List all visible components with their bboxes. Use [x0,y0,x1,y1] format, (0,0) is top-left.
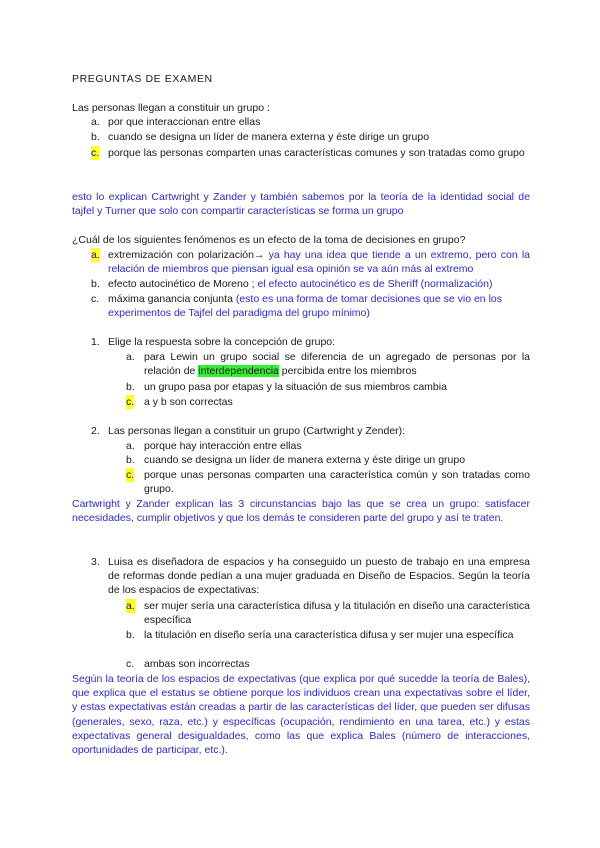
answer-highlight: c. [126,396,135,408]
nq3-option-c [126,657,530,671]
q1-option-b [91,130,530,144]
question-number: 1. [91,336,100,348]
option-text: cuando se designa un líder de manera externa y éste dirige un grupo [144,454,466,466]
nq3-explanation: Según la teoría de los espacios de expectativas (que explica por qué sucedde la teoría de Bales), que explica que el estatus se obtiene porque los individuos crean una expectativas sobre el líder, y estas expectativas están creadas a partir de las características del líder, que pueden ser difusas (generales, sexo, raza, etc.) y específicas (ocupación, rendimiento en una tarea, etc.) y estas expectativas general desigualdades, como las que explica Bales (número de interacciones, oportunidades de participar, etc.). [72,673,530,757]
option-text [108,292,530,320]
option-letter: a. [126,440,135,452]
answer-highlight: a. [126,600,135,612]
option-letter: b. [91,131,100,143]
question-1-stem: Las personas llegan a constituir un grupo : [72,102,270,114]
answer-highlight: c. [91,147,100,159]
nq2-explanation: Cartwright y Zander explican las 3 circunstancias bajo las que se crea un grupo: satisfacer necesidades, cumplir objetivos y que los demás te consideren parte del grupo y así te traten. [72,498,530,525]
question-stem: Elige la respuesta sobre la concepción de grupo: [108,336,336,348]
option-letter: a. [126,351,135,363]
option-text: un grupo pasa por etapas y la situación de sus miembros cambia [144,381,447,393]
q1-option-c [91,146,530,160]
numbered-question-3 [91,555,530,598]
page-title: PREGUNTAS DE EXAMEN [72,73,213,85]
option-text: la titulación en diseño sería una característica difusa y ser mujer una específica [144,629,514,641]
option-text: ser mujer sería una característica difusa y la titulación en diseño una característica específica [144,600,530,627]
option-label: efecto autocinético de Moreno ; [108,278,255,290]
option-text: por que interaccionan entre ellas [108,116,261,128]
option-label: máxima ganancia conjunta [108,293,233,305]
option-letter: b. [126,381,135,393]
nq1-option-b [126,380,530,394]
option-text: porque las personas comparten unas características comunes y son tratadas como grupo [108,147,525,159]
option-letter: b. [91,278,100,290]
option-letter: a. [91,116,100,128]
option-note: el efecto autocinético es de Sheriff (normalización) [257,278,493,290]
nq1-option-a [126,350,530,378]
option-letter: b. [126,454,135,466]
question-2-stem: ¿Cuál de los siguientes fenómenos es un efecto de la toma de decisiones en grupo? [72,234,466,246]
numbered-question-1 [91,335,530,349]
question-stem: Luisa es diseñadora de espacios y ha conseguido un puesto de trabajo en una empresa de reformas donde pedían a una mujer graduada en Diseño de Espacios. Según la teoría de los espacios de expectativas: [108,556,530,597]
q1-explanation: esto lo explican Cartwright y Zander y también sabemos por la teoría de la identidad social de tajfel y Turner que solo con compartir características se forma un grupo [72,191,530,218]
option-letter: c. [126,658,135,670]
option-note: ya hay una idea que tiende a un extremo, pero con la relación de miembros que piensan igual esa opinión se va aún más al extremo [108,249,530,276]
option-note: (esto es una forma de tomar decisiones que se vio en los experimentos de Tajfel del paradigma del grupo mínimo) [108,293,502,320]
nq3-option-b [126,628,530,642]
option-text: a y b son correctas [144,396,233,408]
option-text [108,277,530,291]
q2-option-c [91,292,530,320]
option-label: extremización con polarización→ [108,249,265,261]
numbered-question-2 [91,424,530,438]
nq1-option-c [126,395,530,409]
question-stem: Las personas llegan a constituir un grupo (Cartwright y Zender): [108,425,406,437]
q2-option-a [91,248,530,276]
answer-highlight: c. [126,469,135,481]
option-letter: b. [126,629,135,641]
q1-option-a [91,115,530,129]
question-number: 2. [91,425,100,437]
highlighted-term: interdependencia [198,365,279,378]
answer-highlight: a. [91,249,100,261]
option-text: porque hay interacción entre ellas [144,440,302,452]
option-text-after: percibida entre los miembros [281,365,417,378]
option-text: cuando se designa un líder de manera externa y éste dirige un grupo [108,131,430,143]
option-text: ambas son incorrectas [144,658,250,670]
option-text: porque unas personas comparten una característica común y son tratadas como grupo. [144,469,530,496]
nq3-option-a [126,599,530,627]
question-number: 3. [91,556,100,568]
option-letter: c. [91,293,100,305]
option-text [144,350,530,378]
option-text [108,248,530,276]
nq2-option-a [126,439,530,453]
nq2-option-c [126,468,530,496]
q2-option-b [91,277,530,291]
option-text-before: para Lewin un grupo social se diferencia de un agregado de personas por la relación de [144,351,530,378]
nq2-option-b [126,453,530,467]
